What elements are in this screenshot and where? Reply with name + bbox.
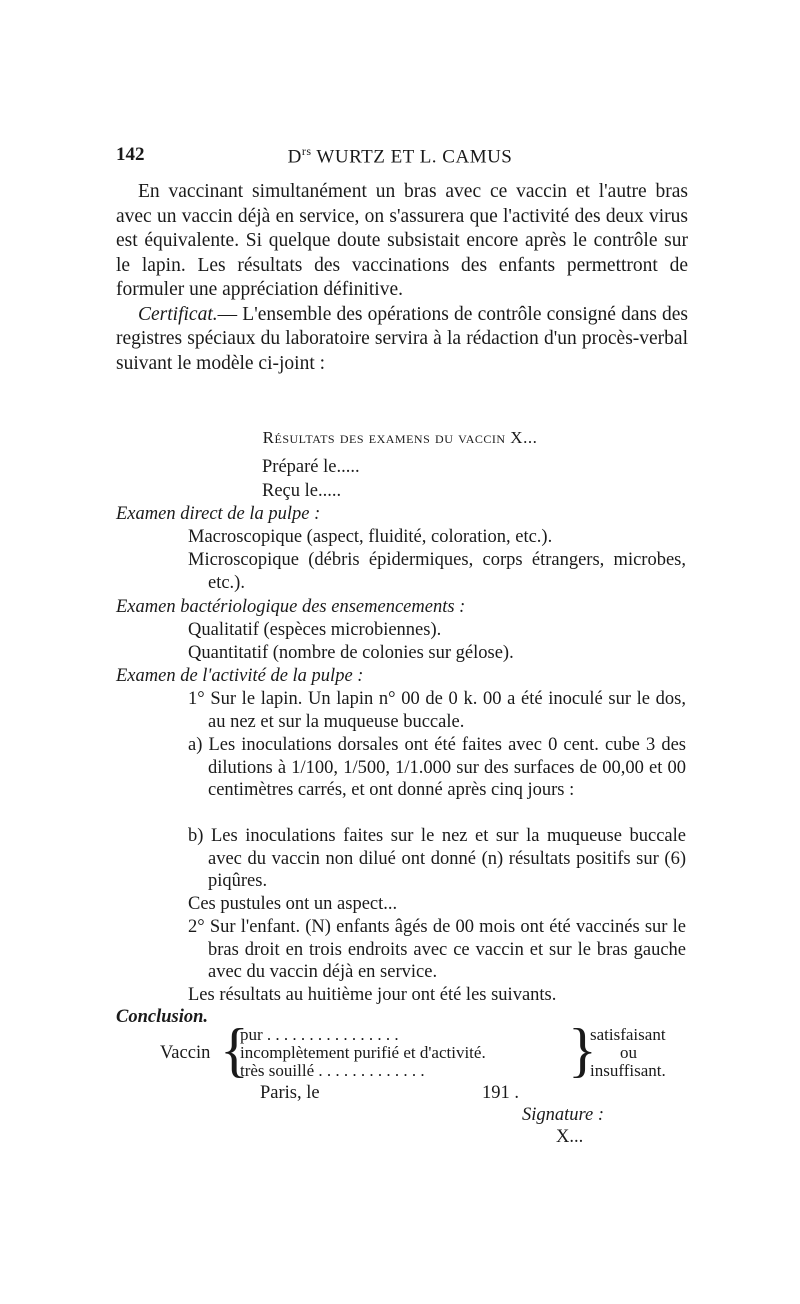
item-b-block	[188, 825, 686, 893]
conclusion-label: Conclusion.	[116, 1007, 209, 1027]
quantitative-line: Quantitatif (nombre de colonies sur gélose).	[188, 643, 514, 663]
pustules-line: Ces pustules ont un aspect...	[188, 894, 398, 914]
item-child: 2° Sur l'enfant. (N) enfants âgés de 00 mois ont été vaccinés sur le bras droit en trois endroits avec ce vaccin et sur le bras gauche avec du vaccin déjà en service.	[188, 917, 686, 982]
result-insufficient: insuffisant.	[590, 1061, 666, 1080]
right-brace: }	[568, 1017, 597, 1083]
option-soiled: très souillé . . . . . . . . . . . . .	[240, 1061, 425, 1080]
vaccin-label: Vaccin	[160, 1043, 211, 1063]
header-authors: WURTZ ET L. CAMUS	[311, 146, 513, 168]
item-rabbit: 1° Sur le lapin. Un lapin n° 00 de 0 k. 00 a été inoculé sur le dos, au nez et sur la muqueuse buccale.	[188, 689, 686, 732]
intro-paragraph-2	[116, 303, 688, 377]
result-or: ou	[620, 1043, 637, 1062]
macroscopic-line: Macroscopique (aspect, fluidité, coloration, etc.).	[188, 527, 553, 547]
section-activity-exam: Examen de l'activité de la pulpe :	[116, 666, 364, 686]
year-line: 191 .	[482, 1083, 519, 1103]
running-header	[0, 144, 800, 168]
signer-name: X...	[556, 1127, 584, 1147]
header-prefix: D	[287, 146, 302, 168]
header-sup: rs	[301, 144, 312, 158]
results-line: Les résultats au huitième jour ont été les suivants.	[188, 985, 557, 1005]
form-title: Résultats des examens du vaccin X...	[262, 428, 538, 447]
left-brace: {	[220, 1017, 249, 1083]
microscopic-line: Microscopique (débris épidermiques, corps étrangers, microbes, etc.).	[188, 550, 686, 593]
microscopic-block	[188, 549, 686, 594]
intro-paragraph-1: En vaccinant simultanément un bras avec ce vaccin et l'autre bras avec un vaccin déjà en service, on s'assurera que l'activité des deux virus est équivalente. Si quelque doute subsistait encore après le contrôle sur le lapin. Les résultats des vaccinations des enfants permettront de formuler une appréciation définitive.	[116, 181, 688, 300]
item-a-block	[188, 734, 686, 802]
option-pure: pur . . . . . . . . . . . . . . . .	[240, 1025, 399, 1044]
page-number: 142	[116, 144, 145, 165]
option-incomplete: incomplètement purifié et d'activité.	[240, 1043, 486, 1062]
prepared-line: Préparé le.....	[262, 457, 360, 477]
certificat-label: Certificat.	[138, 303, 218, 325]
item-b: b) Les inoculations faites sur le nez et sur la muqueuse buccale avec du vaccin non dilué ont donné (n) résultats positifs sur (6) piqûres.	[188, 826, 686, 891]
signature-label: Signature :	[522, 1105, 605, 1125]
section-bacterio-exam: Examen bactériologique des ensemencements :	[116, 597, 466, 617]
result-satisfactory: satisfaisant	[590, 1025, 666, 1044]
intro-text	[116, 180, 688, 376]
item-a: a) Les inoculations dorsales ont été faites avec 0 cent. cube 3 des dilutions à 1/100, 1/500, 1/1.000 sur des surfaces de 00,00 et 00 centimètres carrés, et ont donné après cinq jours :	[188, 735, 686, 800]
child-block	[188, 916, 686, 984]
section-direct-exam: Examen direct de la pulpe :	[116, 504, 321, 524]
place-line: Paris, le	[260, 1083, 320, 1103]
received-line: Reçu le.....	[262, 481, 342, 501]
certificat-text: — L'ensemble des opérations de contrôle consigné dans des registres spéciaux du laboratoire servira à la rédaction d'un procès-verbal suivant le modèle ci-joint :	[116, 303, 688, 374]
rabbit-block	[188, 688, 686, 733]
qualitative-line: Qualitatif (espèces microbiennes).	[188, 620, 442, 640]
